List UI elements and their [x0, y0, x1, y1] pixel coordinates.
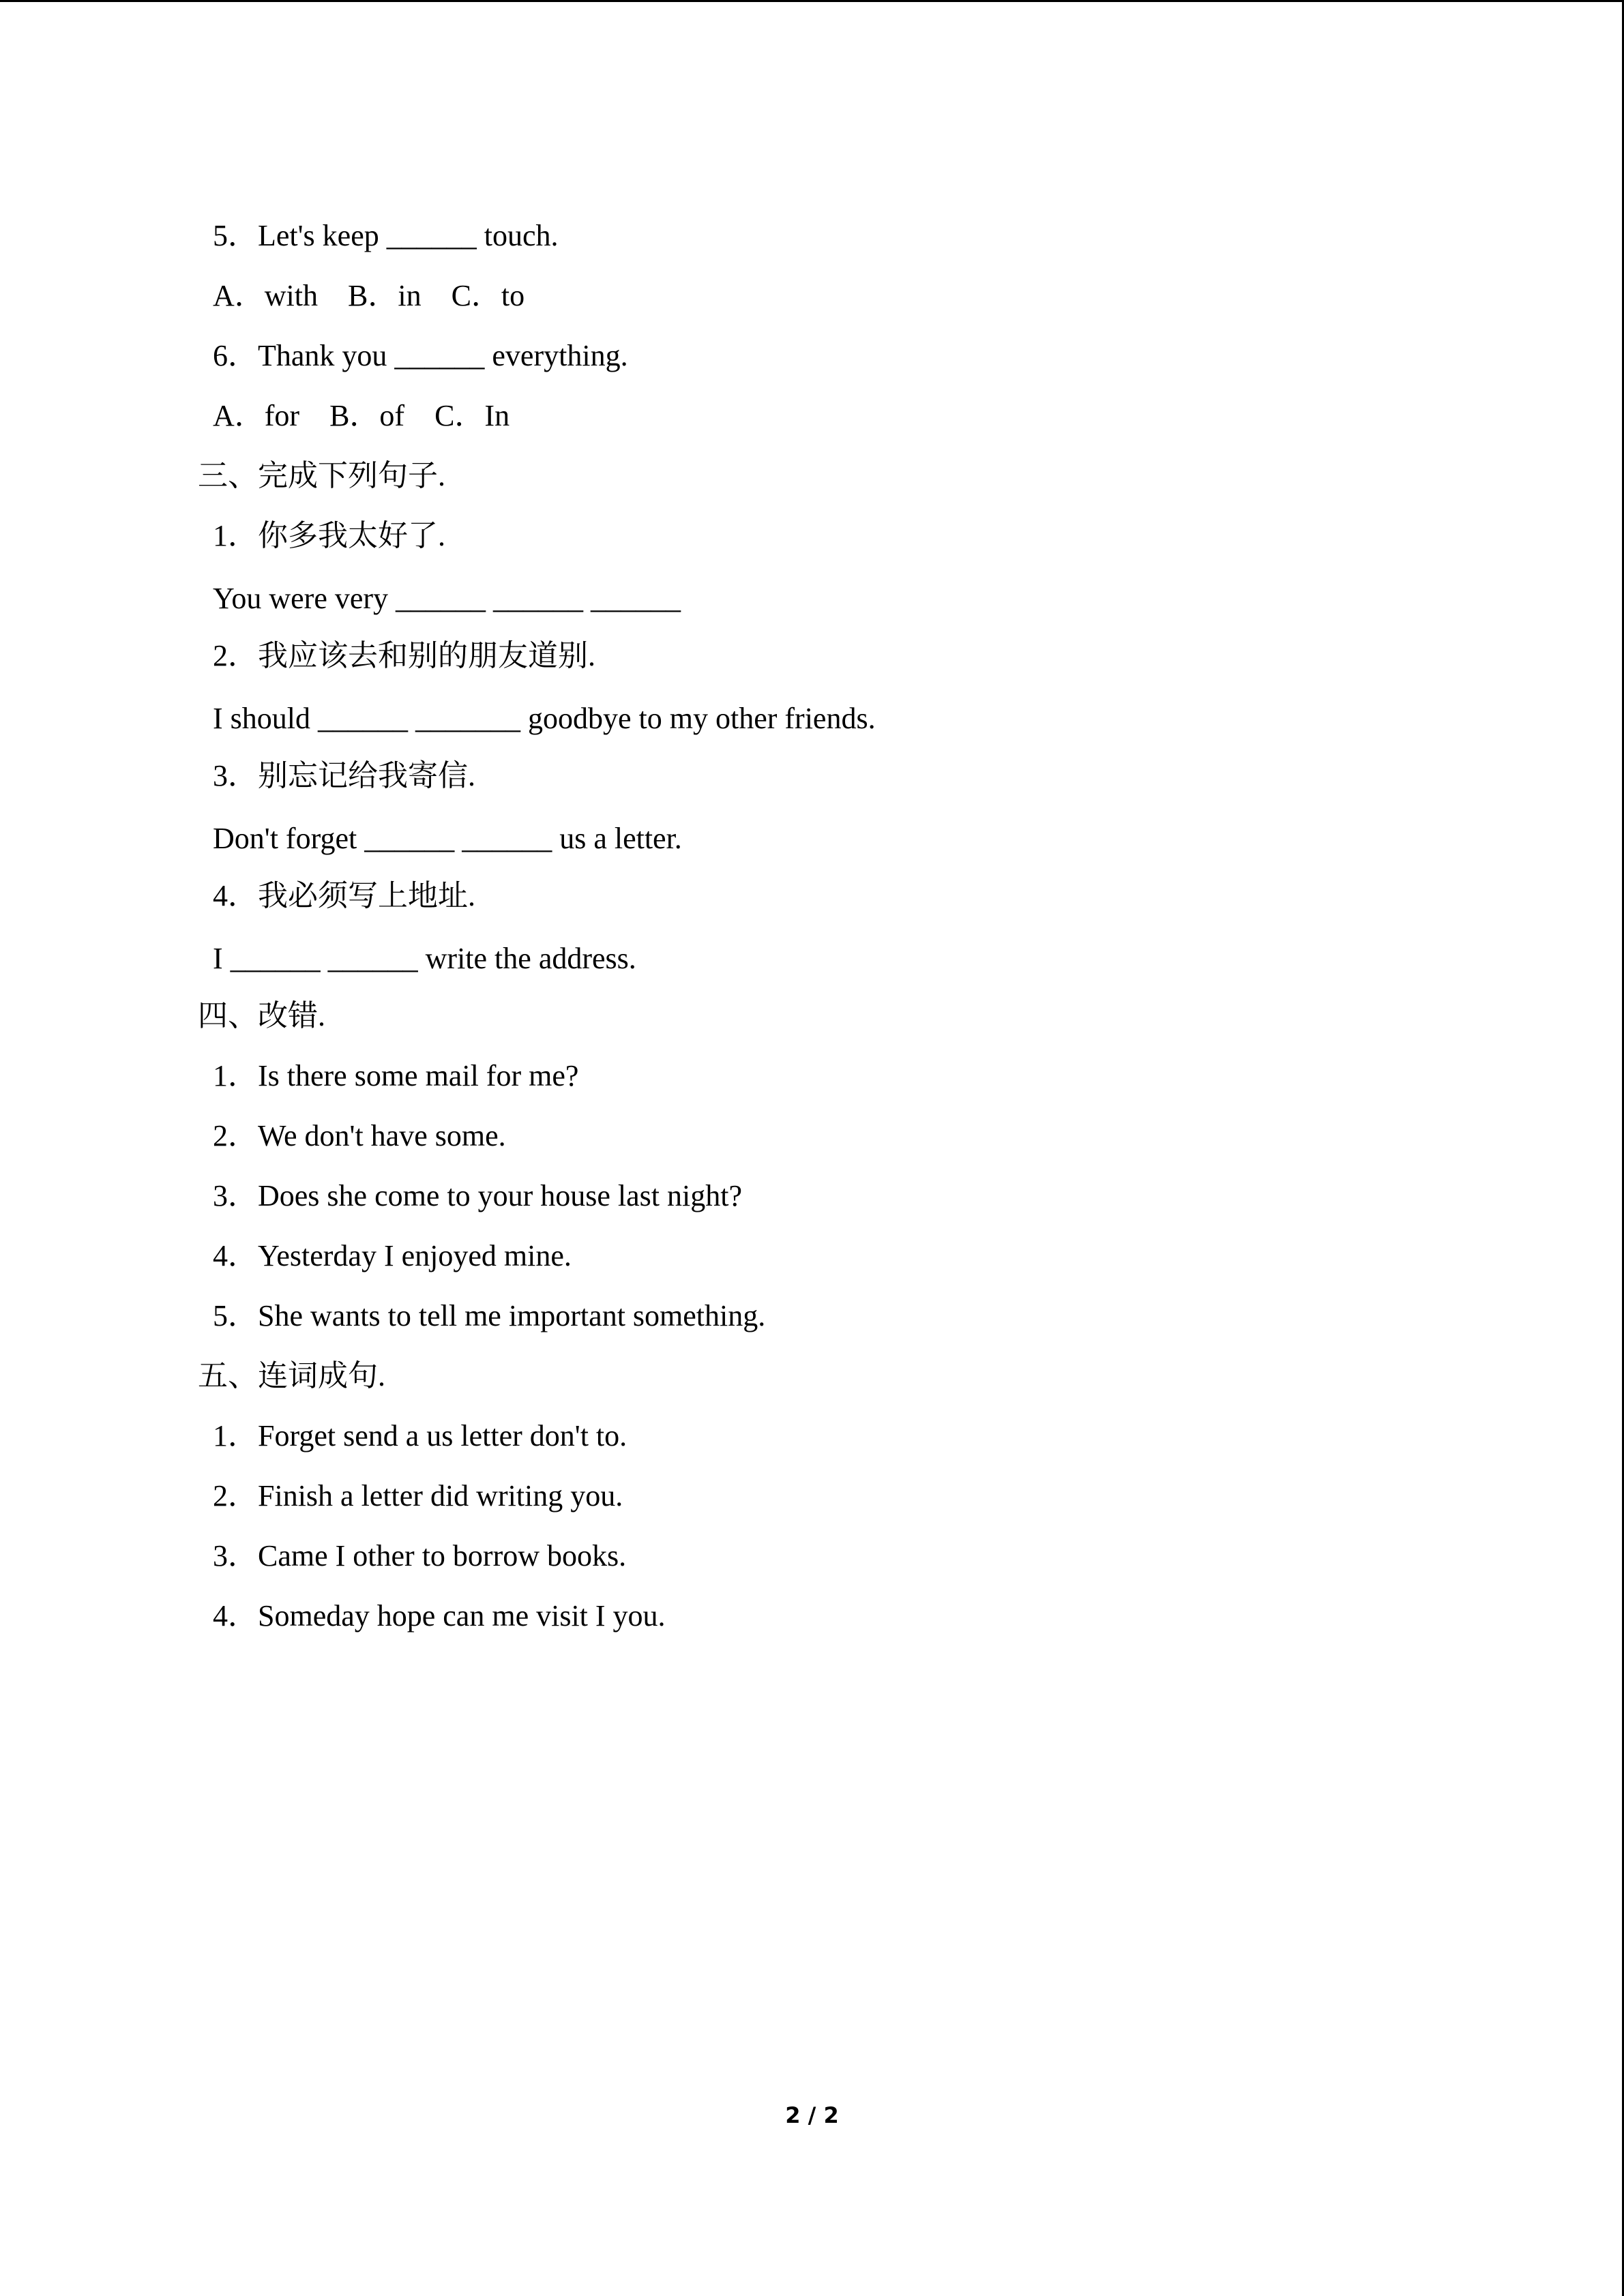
section-5-item-4: 4．Someday hope can me visit I you.: [213, 1599, 666, 1632]
section-4-item-4: 4．Yesterday I enjoyed mine.: [213, 1239, 572, 1272]
section-4-item-1: 1．Is there some mail for me?: [213, 1059, 579, 1092]
section-3-item-1-english: You were very ______ ______ ______: [213, 582, 681, 615]
question-5-options: A．with B．in C．to: [213, 279, 525, 312]
question-6-options: A．for B．of C．In: [213, 399, 510, 432]
section-5-item-3: 3．Came I other to borrow books.: [213, 1539, 627, 1572]
section-5-item-1: 1．Forget send a us letter don't to.: [213, 1419, 628, 1452]
section-3-item-1-chinese: 1．你多我太好了.: [213, 519, 445, 552]
section-4-item-2: 2．We don't have some.: [213, 1119, 506, 1152]
section-3-item-3-english: Don't forget ______ ______ us a letter.: [213, 822, 682, 855]
section-5-heading: 五、连词成句.: [198, 1359, 385, 1392]
question-5: 5．Let's keep ______ touch.: [213, 219, 559, 252]
section-4-item-5: 5．She wants to tell me important something.: [213, 1299, 766, 1332]
section-4-item-3: 3．Does she come to your house last night?: [213, 1179, 742, 1212]
section-5-item-2: 2．Finish a letter did writing you.: [213, 1479, 623, 1512]
question-6: 6．Thank you ______ everything.: [213, 339, 628, 372]
section-3-heading: 三、完成下列句子.: [198, 459, 445, 492]
section-4-heading: 四、改错.: [198, 999, 325, 1032]
page-number: 2 / 2: [785, 2102, 839, 2128]
section-3-item-4-chinese: 4．我必须写上地址.: [213, 879, 475, 912]
section-3-item-4-english: I ______ ______ write the address.: [213, 942, 636, 975]
section-3-item-2-chinese: 2．我应该去和别的朋友道别.: [213, 639, 595, 672]
section-3-item-2-english: I should ______ _______ goodbye to my other friends.: [213, 702, 876, 735]
section-3-item-3-chinese: 3．别忘记给我寄信.: [213, 759, 475, 792]
